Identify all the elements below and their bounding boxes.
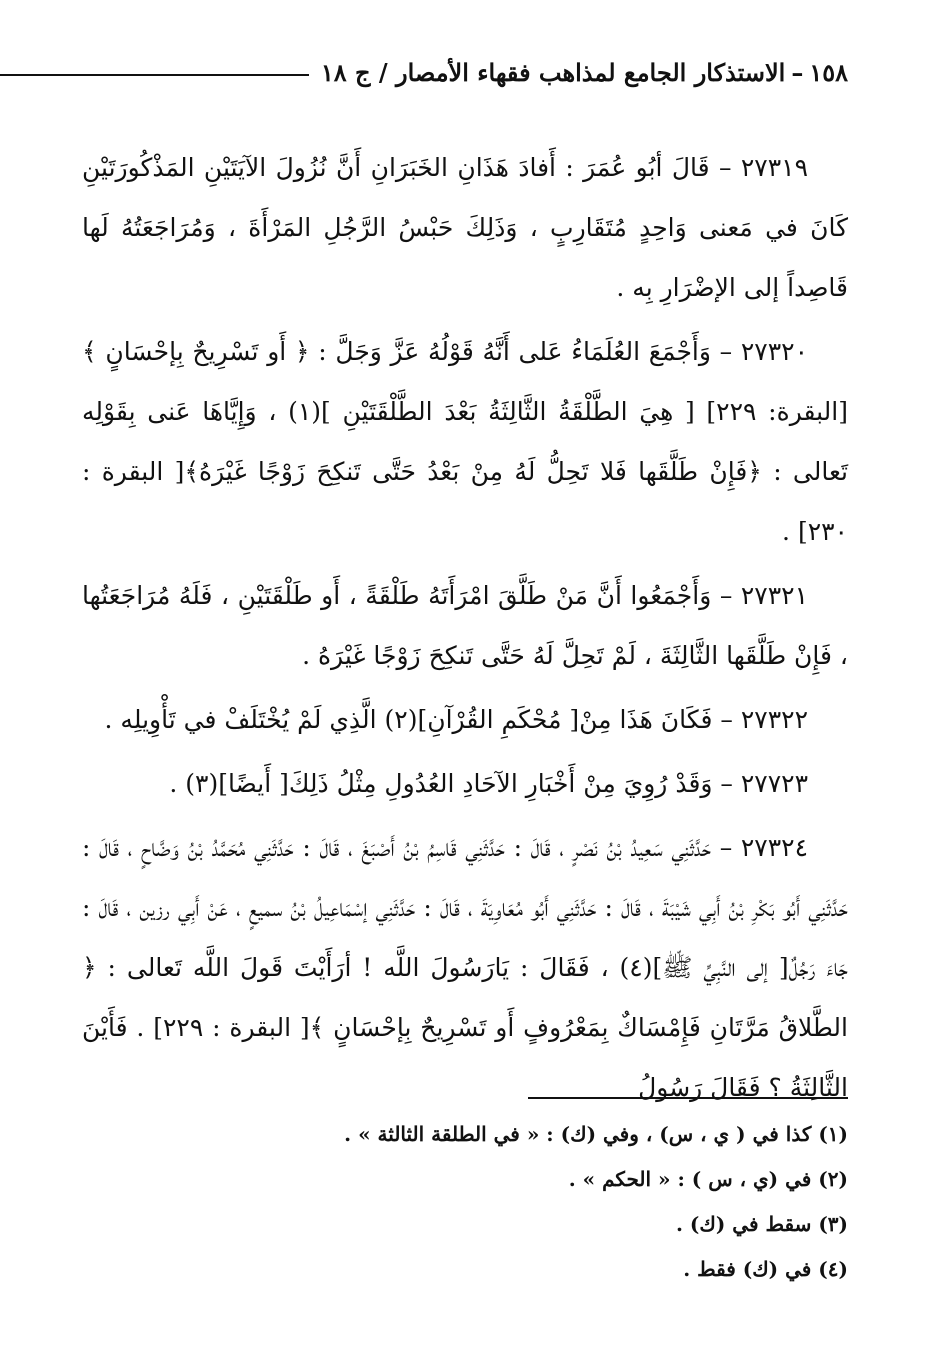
paragraph-27320: ٢٧٣٢٠ – وَأَجْمَعَ العُلَمَاءُ عَلى أَنَّهُ قَوْلُهُ عَزَّ وَجَلَّ : ﴿ أَو تَسْرِيحٌ بِإحْسَانٍ ﴾ [البقرة: ٢٢٩] [ هِيَ الطَّلْقَةُ الثَّالِثَةُ بَعْدَ الطَّلْقَتَيْنِ ](١) ، وَإِيَّاهَا عَنى بِقَوْلِه تَعالى : ﴿فَإِنْ طَلَّقَها فَلا تَحِلُّ لَهُ مِنْ بَعْدُ حَتَّى تَنكِحَ زَوْجًا غَيْرَهُ﴾[ البقرة : ٢٣٠] . <box>82 337 848 546</box>
footnote-2: (٢) في (ي ، س ) : « الحكم » . <box>568 1167 848 1191</box>
paragraph-27324: ٢٧٣٢٤ – حَدَّثَنِي سَعِيدُ بْنُ نَصْرٍ ، قَالَ : حَدَّثَنِي قَاسِمُ بْنُ أَصْبَغَ ، قَالَ : حَدَّثَنِي مُحَمَّدُ بْنُ وَضَّاحٍ ، قَالَ : حَدَّثَنِي أَبُو بَكْرِ بْنُ أَبِي شَيْبَةَ ، قَالَ : حَدَّثَنِي أَبُو مُعَاوِيَةَ ، قَالَ : حَدَّثَنِي إسْمَاعِيلُ بْنُ سميعٍ ، عَنْ أَبِي رزين ، قَالَ : جَاءَ رَجُلٌ[ إلى النَّبِيِّ ﷺ](٤) ، فَقَالَ : يَارَسُولَ اللَّه ! أرَأَيْتَ قَولَ اللَّه تَعالى : ﴿ الطَّلاقُ مَرَّتَانِ فَإِمْسَاكٌ بِمَعْرُوفٍ أَو تَسْرِيحٌ بِإحْسَانٍ ﴾[ البقرة : ٢٢٩] . فَأَيْنَ الثَّالِثَةُ ؟ فَقَالَ رَسُولُ <box>82 833 848 1102</box>
paragraph-27723: ٢٧٧٢٣ – وَقَدْ رُوِيَ مِنْ أَخْبَارِ الآحَادِ العُدُولِ مِثْلُ ذَلِكَ[ أَيضًا](٣) . <box>169 769 808 798</box>
footnotes <box>82 1112 848 1292</box>
footnote-3: (٣) سقط في (ك) . <box>676 1212 848 1236</box>
running-header <box>0 58 848 87</box>
page-number: ١٥٨ <box>809 58 848 87</box>
header-rule <box>0 74 309 76</box>
paragraph-27319: ٢٧٣١٩ – قَالَ أبُو عُمَرَ : أَفادَ هَذَانِ الخَبَرَانِ أَنَّ نُزُولَ الآيَتَيْنِ المَذْكُورَتَيْنِ كَانَ في مَعنى وَاحِدٍ مُتَقَارِبٍ ، وَذَلِكَ حَبْسُ الرَّجُلِ المَرْأَةَ ، وَمُرَاجَعَتُهُ لَها قَاصِداً إلى الإضْرَارِ بِه . <box>82 153 848 302</box>
paragraph-27322: ٢٧٣٢٢ – فَكَانَ هَذَا مِنْ[ مُحْكَمِ القُرْآنِ](٢) الَّذِي لَمْ يُخْتَلَفْ في تَأْوِيلِه . <box>104 705 808 734</box>
footnote-divider <box>528 1097 848 1099</box>
footnote-1: (١) كذا في ( ي ، س) ، وفي (ك) : « في الطلقة الثالثة » . <box>344 1122 848 1146</box>
paragraph-27321: ٢٧٣٢١ – وَأَجْمَعُوا أَنَّ مَنْ طَلَّقَ امْرَأَتَهُ طَلْقَةً ، أَو طَلْقَتَيْنِ ، فَلَهُ مُرَاجَعَتُها ، فَإِنْ طَلَّقَها الثَّالِثَةَ ، لَمْ تَحِلَّ لَهُ حَتَّى تَنكِحَ زَوْجًا غَيْرَهُ . <box>82 581 848 670</box>
footnote-4: (٤) في (ك) فقط . <box>683 1257 848 1281</box>
header-separator: – <box>791 58 804 87</box>
running-title: الاستذكار الجامع لمذاهب فقهاء الأمصار / ج ١٨ <box>320 58 786 87</box>
main-text <box>82 138 848 1118</box>
